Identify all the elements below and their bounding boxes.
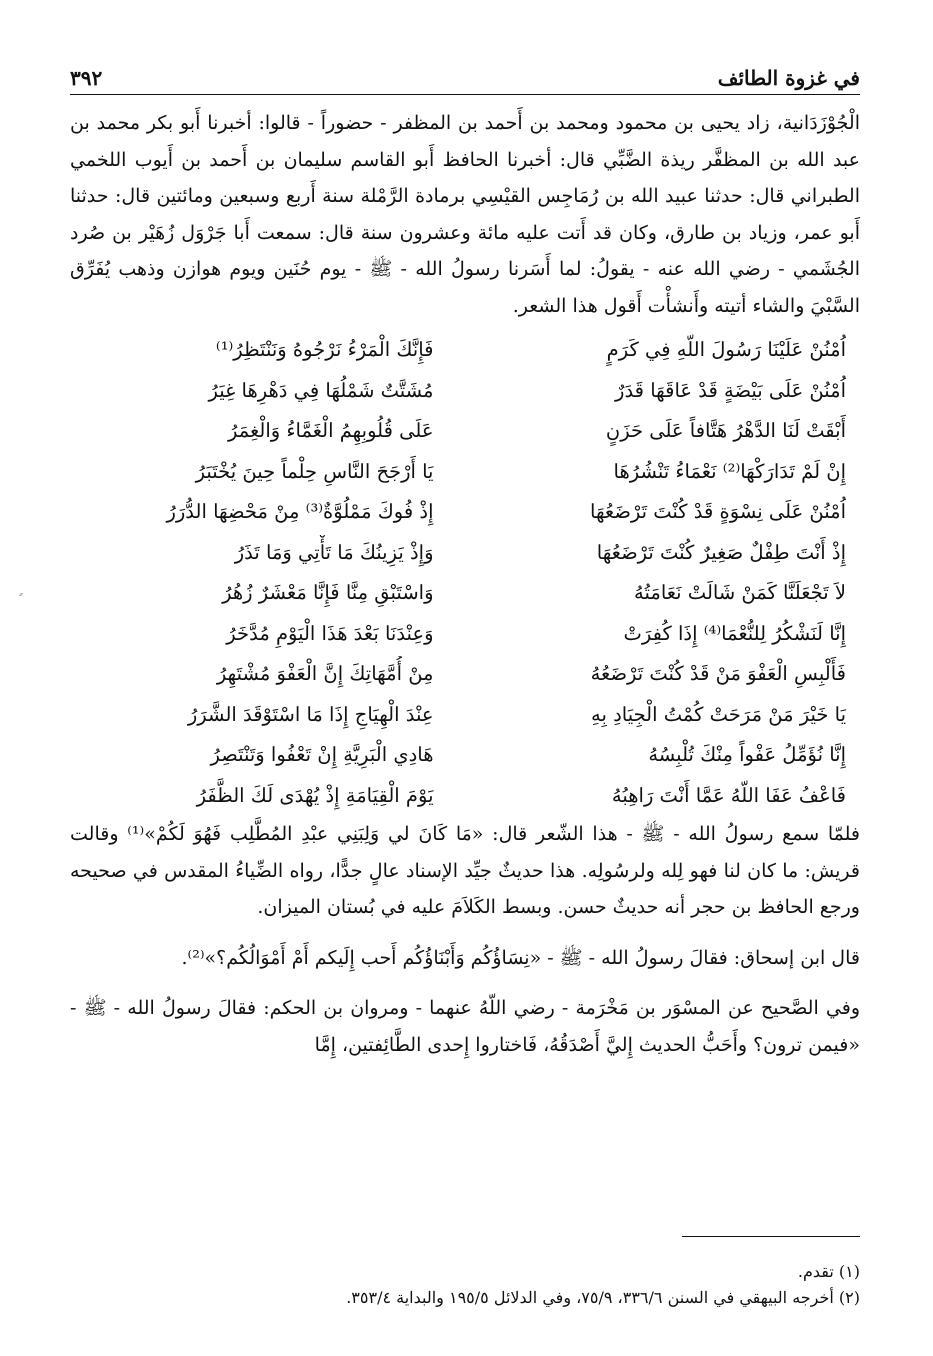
verse-first-hemistich: أَبْقَتْ لَنَا الدَّهْرُ هَتَّافاً عَلَى حَزَنٍ — [605, 419, 846, 442]
verse-second-hemistich: عَلَى قُلُوبِهِمُ الْغَمَّاءُ وَالْغِمَرُ — [227, 419, 434, 442]
sahih-paragraph: وفي الصَّحيح عن المسْوَر بن مَخْرَمة - رضي اللّهُ عنهما - ومروان بن الحكم: فقالَ رسولُ الله - ﷺ - «فيمن ترون؟ وأَحَبُّ الحديث إِليَّ أَصْدَقُهُ، فَاختاروا إِحدى الطَّائِفتين، إِمَّا — [70, 997, 860, 1056]
after-poem-paragraph: فلمّا سمع رسولُ الله - ﷺ - هذا الشّعر قال: «مَا كَانَ لي وَلِبَنِي عبْدِ المُطَّلِب فَهُوَ لَكُمْ»⁽¹⁾ وقالت قريش: ما كان لنا فهو لِله ولرسُولِه. هذا حديثٌ جيِّد الإسناد عالٍ جدًّا، رواه الضِّياءُ المقدس في صحيحه ورجع الحافظ بن حجر أنه حديثٌ حسن. وبسط الكَلاَمَ عليه في بُستان الميزان. — [70, 823, 860, 918]
verse-first-hemistich: إِذْ أَنْتَ طِفْلٌ صَغِيرٌ كُنْتَ تَرْضَعُهَا — [596, 540, 846, 564]
poem-verse — [70, 452, 860, 493]
verse-first-hemistich: لاَ تَجْعَلَنَّا كَمَنْ شَالَتْ نَعَامَتُهُ — [634, 581, 846, 604]
verse-first-hemistich: إِنَّا لَنَشْكُرُ لِلنُّعْمَا⁽⁴⁾ إِذَا كُفِرَتْ — [623, 621, 846, 645]
verse-second-hemistich: إِذْ فُوكَ مَمْلُوَّةٌ⁽³⁾ مِنْ مَحْضِهَا الدُّرَرُ — [166, 500, 434, 523]
poem-verse — [70, 492, 860, 533]
intro-paragraph: الْجُوْزَدَانية، زاد يحيى بن محمود ومحمد بن أَحمد بن المظفر - حضوراً - قالوا: أخبرنا أَبو بكر محمد بن عبد الله بن المظفَّر ريذة الضَّبِّي قال: أخبرنا الحافظ أَبو القاسم سليمان بن أَحمد بن أَيوب اللخمي الطبراني قال: حدثنا عبيد الله بن رُمَاجِس القيْسِي برمادة الرَّمْلة سنة أَربع وسبعين ومائتين قال: حدثنا أَبو عمر، وزياد بن طارق، وكان قد أَتت عليه مائة وعشرون سنة قال: سمعت أَبا جَرْوَل زُهَيْر بن صُرد الجُشَمي - رضي الله عنه - يقولُ: لما أَسَرنا رسولُ الله - ﷺ - يوم حُنَين ويوم هوازن وذهب يُفَرِّق السَّبْيَ والشاء أتيته وأَنشأْت أَقول هذا الشعر. — [70, 112, 860, 317]
chapter-title: في غزوة الطائف — [717, 66, 860, 90]
verse-first-hemistich: فَأَلْبِسِ الْعَفْوَ مَنْ قَدْ كُنْتَ تَرْضَعُهُ — [590, 662, 846, 685]
ibn-ishaq-paragraph: قال ابن إسحاق: فقالَ رسولُ الله - ﷺ - «نِسَاؤُكُم وَأَبْنَاؤُكُم أَحب إِلَيكم أَمْ أَمْوَالُكُم؟»⁽²⁾. — [181, 946, 860, 969]
verse-second-hemistich: وَعِنْدَنَا بَعْدَ هَذَا الْيَوْمِ مُدَّخَرُ — [226, 621, 434, 645]
footnote-separator — [682, 1236, 860, 1237]
verse-second-hemistich: هَادِي الْبَرِيَّةِ إِنْ تَعْفُوا وَتَنْتَصِرُ — [210, 743, 434, 766]
verse-second-hemistich: وَإِذْ يَزِينُكَ مَا تَأْتِي وَمَا تَذَرُ — [234, 540, 434, 564]
poem-verse — [70, 776, 860, 817]
poem — [70, 330, 860, 816]
verse-first-hemistich: اُمْنُنْ عَلَيْنَا رَسُولَ اللّهِ فِي كَرَمٍ — [606, 338, 846, 361]
footnotes — [70, 1259, 860, 1311]
poem-verse — [70, 654, 860, 695]
footnote-1: (١) تقدم. — [797, 1262, 860, 1281]
poem-verse — [70, 533, 860, 574]
poem-verse — [70, 573, 860, 614]
poem-verse — [70, 614, 860, 655]
footnote-2: (٢) أخرجه البيهقي في السنن ٣٣٦/٦، ٧٥/٩، وفي الدلائل ١٩٥/٥ والبداية ٣٥٣/٤. — [346, 1288, 860, 1307]
verse-second-hemistich: عِنْدَ الْهِيَاجِ إِذَا مَا اسْتَوْقَدَ الشَّرَرُ — [187, 702, 434, 726]
verse-first-hemistich: اُمْنُنْ عَلَى نِسْوَةٍ قَدْ كُنْتَ تَرْضَعُهَا — [590, 500, 846, 523]
book-page — [70, 54, 860, 1324]
poem-verse — [70, 330, 860, 371]
verse-second-hemistich: يَا أَرْجَحَ النَّاسِ حِلْماً حِينَ يُخْتَبَرُ — [195, 459, 434, 483]
page-number: ٣٩٢ — [70, 66, 103, 90]
poem-verse — [70, 371, 860, 412]
verse-second-hemistich: يَوْمَ الْقِيَامَةِ إِذْ يُهْدَى لَكَ الظَّفَرُ — [196, 783, 434, 807]
poem-verse — [70, 695, 860, 736]
verse-first-hemistich: إِنَّا نُؤَمِّلُ عَفْواً مِنْكَ تُلْبِسُهُ — [648, 743, 846, 766]
verse-first-hemistich: فَاعْفُ عَفَا اللّهُ عَمَّا أَنْتَ رَاهِبُهُ — [611, 783, 846, 807]
running-header — [70, 54, 860, 95]
verse-first-hemistich: إِنْ لَمْ تَدَارَكْهَا⁽²⁾ نَعْمَاءُ تَنْشُرُهَا — [613, 459, 846, 483]
verse-second-hemistich: فَإِنَّكَ الْمَرْءُ نَرْجُوهُ وَنَنْتَظِرُ⁽¹⁾ — [215, 338, 434, 361]
verse-first-hemistich: اُمْنُنْ عَلَى بَيْضَةٍ قَدْ عَاقَهَا قَدَرٌ — [615, 378, 846, 402]
main-text — [70, 105, 860, 1063]
poem-verse — [70, 735, 860, 776]
verse-first-hemistich: يَا خَيْرَ مَنْ مَرَحَتْ كُمْتُ الْجِيَادِ بِهِ — [591, 702, 846, 726]
poem-verse — [70, 411, 860, 452]
verse-second-hemistich: مُشَتَّتٌ شَمْلُهَا فِي دَهْرِهَا غِيَرُ — [208, 378, 434, 402]
verse-second-hemistich: مِنْ أُمَّهَاتِكَ إِنَّ الْعَفْوَ مُشْتَهِرُ — [216, 662, 434, 685]
verse-second-hemistich: وَاسْتَبْقِ مِنَّا فَإِنَّا مَعْشَرٌ زُهُرُ — [222, 581, 434, 604]
